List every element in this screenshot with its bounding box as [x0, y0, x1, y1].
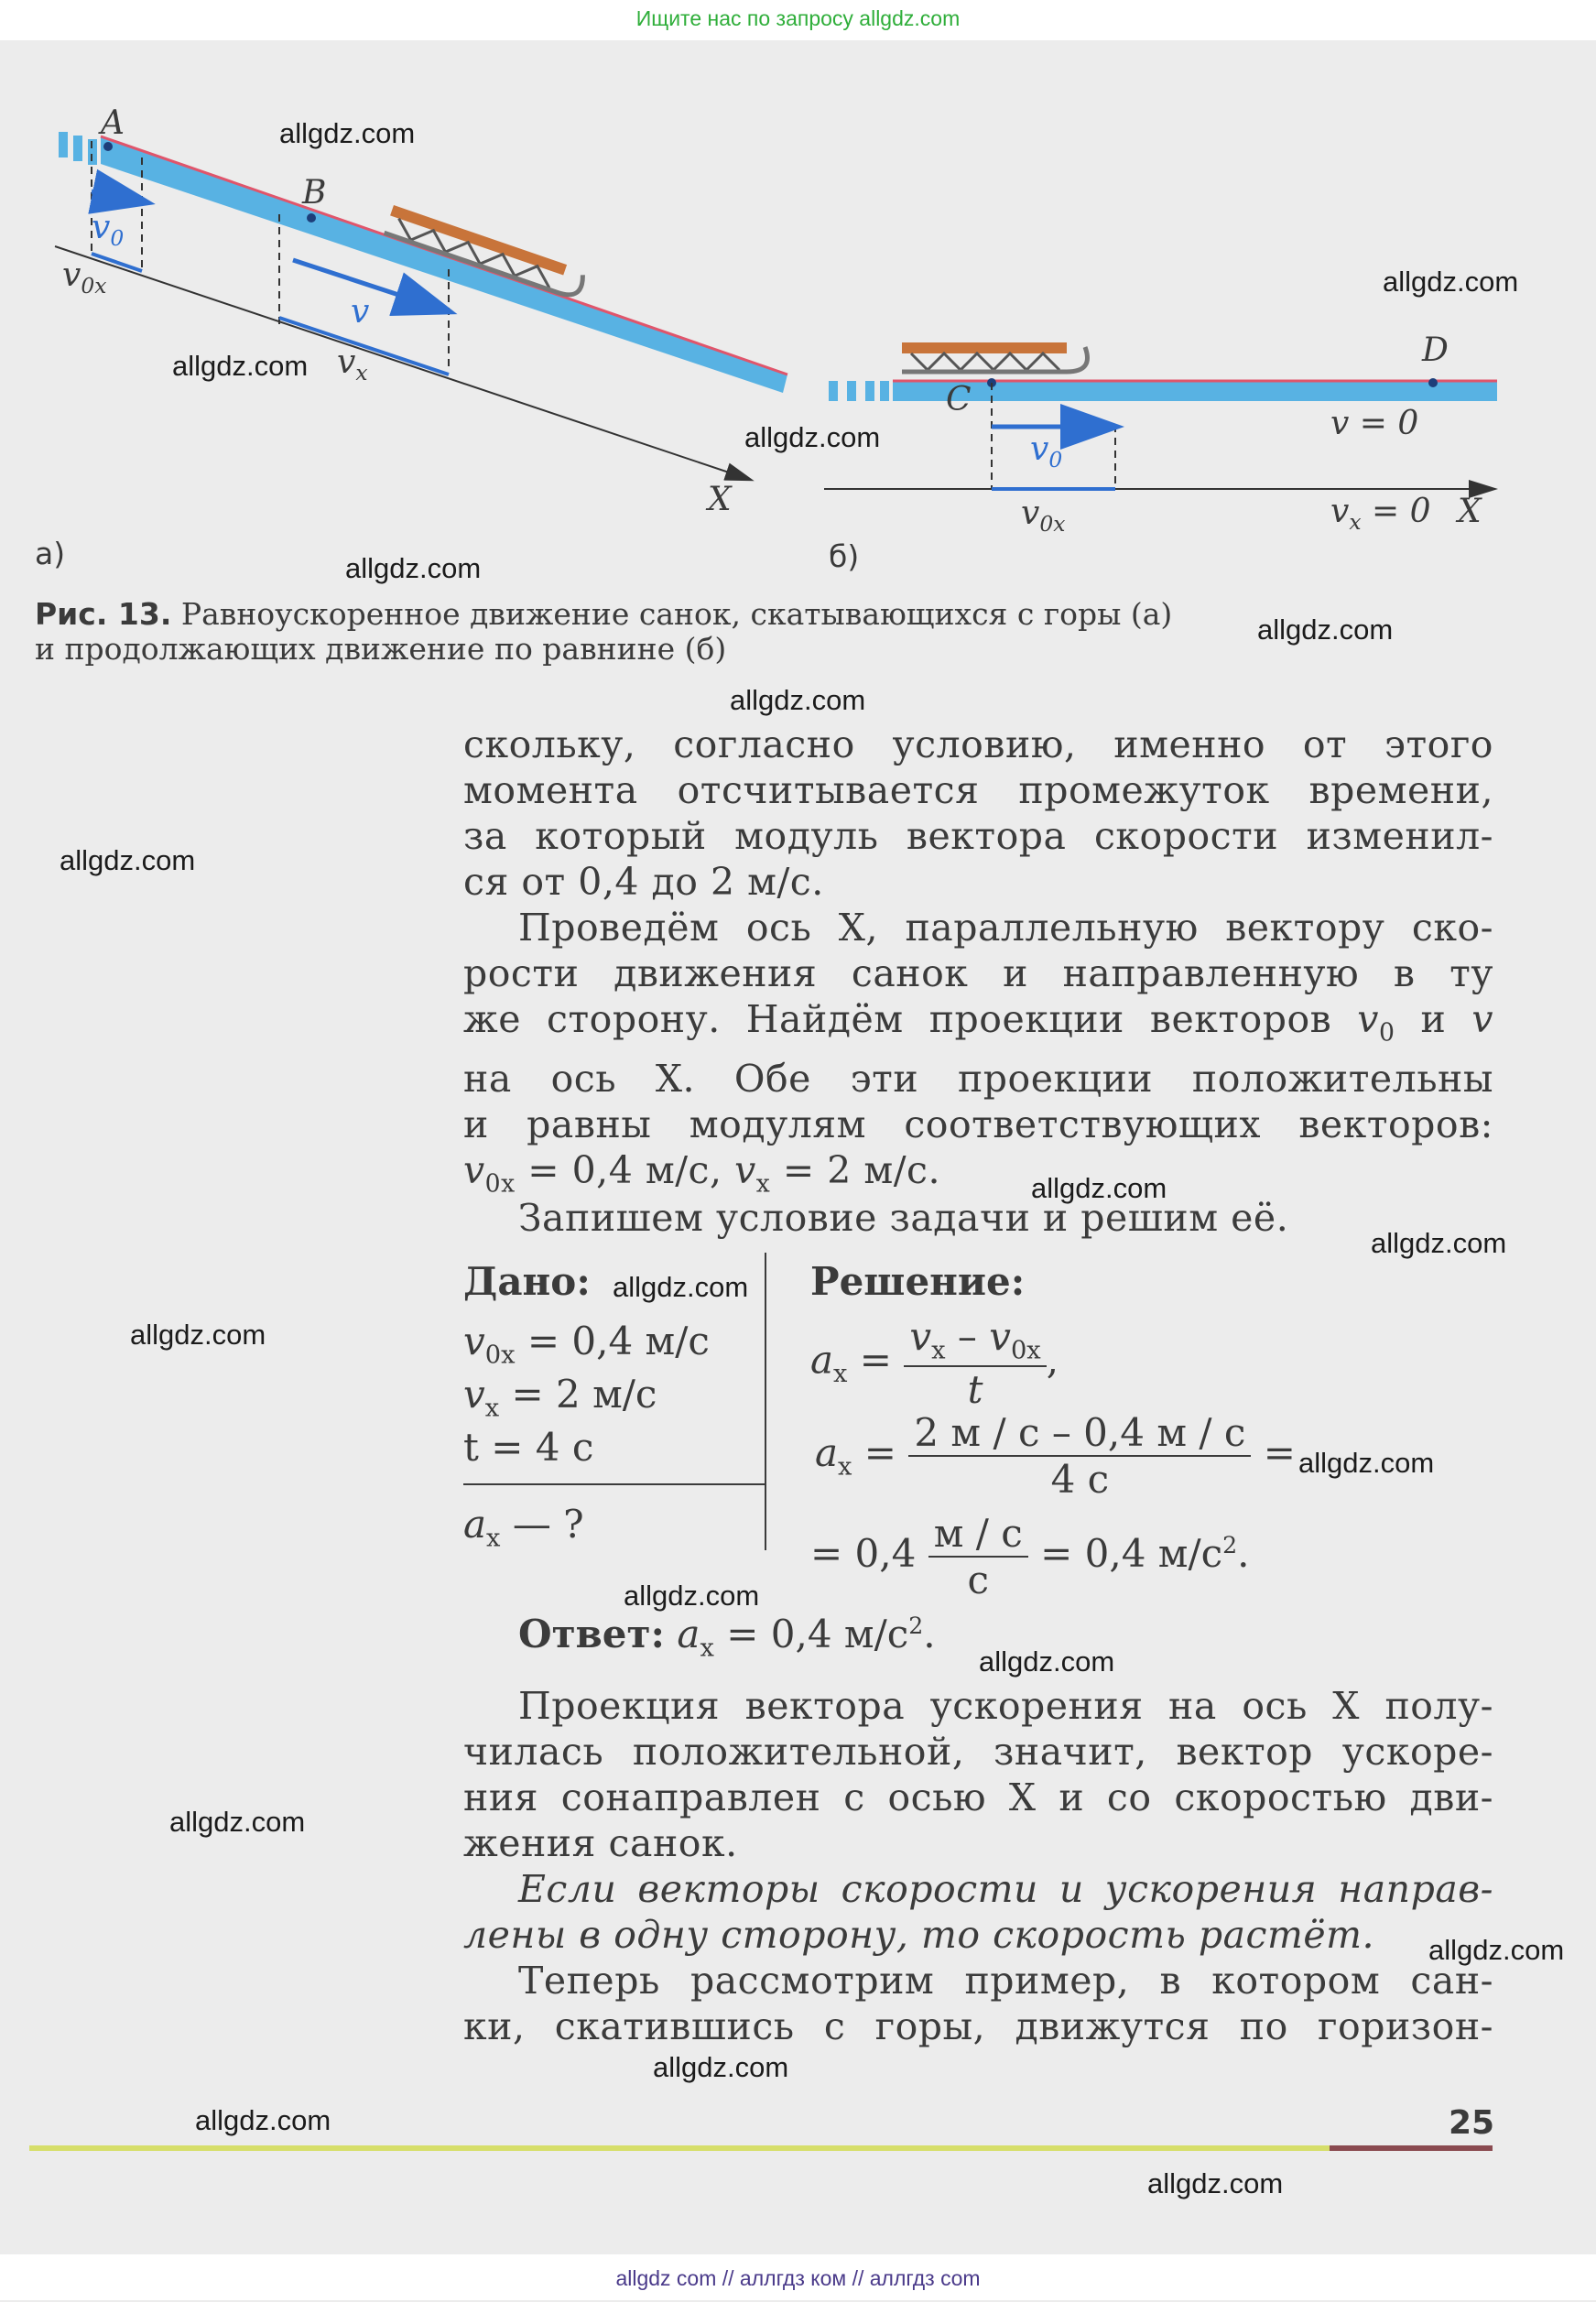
paragraph-4: Проекция вектора ускорения на ось X полу- чилась положительной, значит, вектор ускоре- ния сонаправлен с осью X и со скоростью дви- жения санок. Если векторы скорости и ускорения направ- лены в одну сторону, то скорость растёт. Теперь рассмотрим пример, в котором сан- ки, скатившись с горы, движутся по горизон-: [463, 1684, 1493, 2048]
label-v0-b: $v_0$: [1030, 430, 1063, 473]
paragraph-2: Проведём ось X, параллельную вектору ско- рости движения санок и направленную в ту же сторону. Найдём проекции векторов $v_0$ и v на ось X. Обе эти проекции положительны и равны модулям соответствующих векторов: $v_{0x} = 0,4$ м/с, $v_x = 2$ м/с.: [463, 906, 1493, 1199]
footer-rule: [29, 2145, 1330, 2151]
bottom-banner: allgdz com // аллгдз ком // аллгдз com: [0, 2254, 1596, 2300]
axis-x-label-b: X: [1458, 493, 1482, 530]
watermark: allgdz.com: [1383, 266, 1519, 298]
given-t: t = 4 с: [463, 1425, 594, 1470]
top-banner: Ищите нас по запросу allgdz.com: [0, 0, 1596, 40]
watermark: allgdz.com: [1147, 2167, 1284, 2199]
solution-title: Решение:: [810, 1259, 1026, 1304]
page-number: 25: [1449, 2104, 1495, 2142]
vector-v0-a: [92, 191, 147, 202]
watermark: allgdz.com: [1428, 1934, 1565, 1966]
watermark: allgdz.com: [613, 1271, 749, 1303]
watermark: allgdz.com: [979, 1645, 1115, 1678]
watermark: allgdz.com: [195, 2104, 331, 2136]
watermark: allgdz.com: [60, 844, 196, 876]
given-find: $a_x$ — ?: [463, 1502, 584, 1553]
watermark: allgdz.com: [653, 2051, 789, 2083]
label-v-zero: v = 0: [1330, 405, 1419, 442]
watermark: allgdz.com: [624, 1580, 760, 1612]
label-v-a: v: [351, 293, 370, 331]
ground-b: [829, 381, 1497, 401]
watermark: allgdz.com: [1257, 614, 1394, 646]
watermark: allgdz.com: [169, 1806, 306, 1838]
watermark: allgdz.com: [1371, 1227, 1507, 1259]
table-vertical-rule: [765, 1253, 766, 1550]
label-vx-a: $v_x$: [337, 343, 368, 386]
panel-b-label: б): [829, 538, 860, 574]
label-v0-a: $v_0$: [92, 209, 125, 252]
paragraph-1: скольку, согласно условию, именно от этого момента отсчитывается промежуток времени, за который модуль вектора скорости изменил- ся от 0,4 до 2 м/с.: [463, 722, 1493, 904]
solution-formula-1: $a_x$ = $\frac{v_x - v_{0x}}{t}$ ,: [810, 1314, 1059, 1412]
slope-a: [59, 132, 787, 393]
answer: Ответ: $a_x = 0,4$ $м/с^2$.: [518, 1612, 936, 1663]
given-vx: $v_x = 2$ м/с: [463, 1372, 657, 1423]
watermark: allgdz.com: [744, 421, 881, 453]
given-title: Дано:: [463, 1259, 591, 1304]
given-v0x: $v_{0x} = 0,4$ м/с: [463, 1319, 710, 1370]
watermark: allgdz.com: [1298, 1447, 1435, 1479]
axis-x-label-a: X: [708, 481, 732, 518]
paragraph-3: Запишем условие задачи и решим её.: [518, 1196, 1289, 1240]
point-d-label: D: [1422, 331, 1449, 369]
watermark: allgdz.com: [279, 117, 416, 149]
label-vx-zero: $v_x = 0$: [1330, 493, 1431, 536]
label-v0x-a: $v_{0x}$: [62, 256, 107, 299]
point-a-label: A: [101, 104, 125, 142]
solution-formula-3: = 0,4 $\frac{м / с}{с}$ = 0,4 $м/с^2$.: [810, 1511, 1250, 1602]
point-b-label: B: [302, 174, 327, 212]
label-v0x-b: $v_{0x}$: [1021, 494, 1066, 537]
watermark: allgdz.com: [730, 684, 866, 716]
sled-b: [902, 342, 1088, 372]
panel-a-label: а): [35, 536, 66, 571]
footer-rule-accent: [1330, 2145, 1493, 2151]
watermark: allgdz.com: [130, 1319, 266, 1351]
watermark: allgdz.com: [345, 552, 482, 584]
axis-x-a: [55, 246, 751, 480]
watermark: allgdz.com: [1031, 1172, 1167, 1204]
point-c-label: C: [946, 381, 972, 418]
solution-formula-2: $a_x$ = $\frac{2 м / с - 0,4 м / с}{4 с}$ =: [815, 1410, 1296, 1502]
watermark: allgdz.com: [172, 350, 309, 382]
figure-caption: Рис. 13. Равноускоренное движение санок, скатывающихся с горы (а) и продолжающих движение по равнине (б): [35, 596, 1173, 667]
table-horizontal-rule: [463, 1483, 765, 1485]
